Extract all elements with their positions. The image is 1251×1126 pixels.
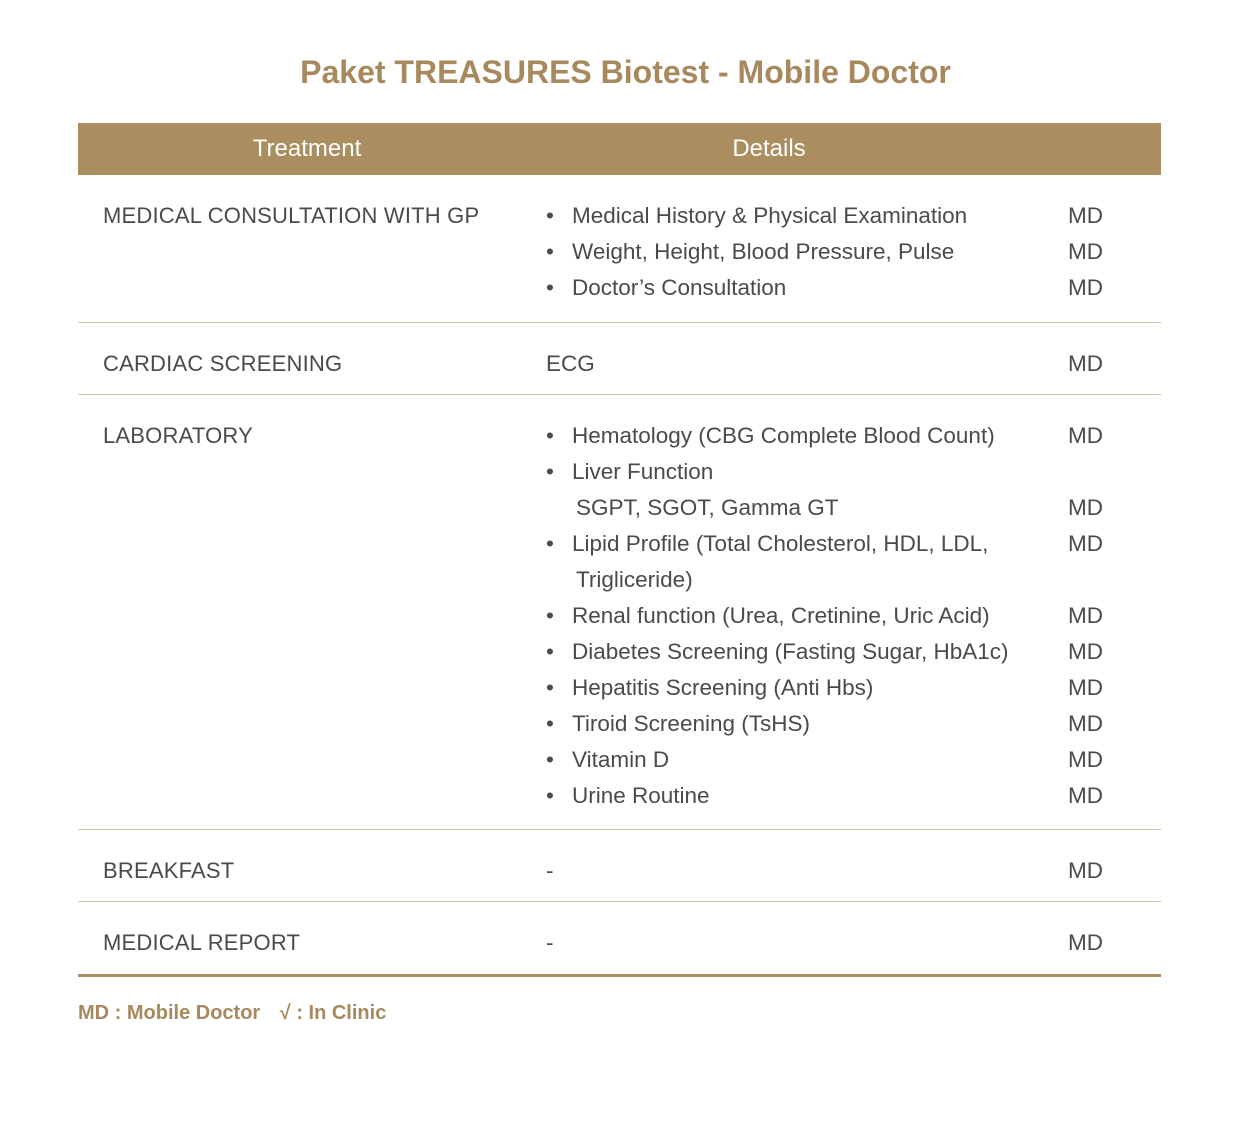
detail-item: [546, 346, 1161, 382]
detail-text: -: [546, 930, 554, 955]
detail-text: ECG: [546, 351, 595, 376]
availability-code: MD: [1068, 495, 1103, 520]
detail-item: [546, 706, 1161, 742]
page-title: Paket TREASURES Biotest - Mobile Doctor: [300, 54, 951, 90]
treatment-name: LABORATORY: [103, 423, 253, 448]
availability-code: MD: [1068, 930, 1103, 955]
bullet: •: [546, 275, 554, 300]
detail-item: [546, 598, 1161, 634]
detail-item: [546, 925, 1161, 961]
table-row: [78, 830, 1161, 902]
treatment-name: BREAKFAST: [103, 858, 235, 883]
details-list: [546, 395, 1161, 814]
availability-code: MD: [1068, 747, 1103, 772]
availability-code: MD: [1068, 675, 1103, 700]
details-list: [546, 323, 1161, 382]
detail-item: [546, 234, 1161, 270]
legend-mobile-doctor: MD : Mobile Doctor: [78, 1002, 261, 1024]
treatment-table: [78, 175, 1161, 977]
detail-text: Weight, Height, Blood Pressure, Pulse: [572, 239, 955, 264]
detail-item: [546, 198, 1161, 234]
detail-text: Hematology (CBG Complete Blood Count): [572, 423, 995, 448]
bullet: •: [546, 239, 554, 264]
bullet: •: [546, 639, 554, 664]
detail-text: Hepatitis Screening (Anti Hbs): [572, 675, 874, 700]
detail-item: [546, 490, 1161, 526]
availability-code: MD: [1068, 203, 1103, 228]
detail-item: [546, 418, 1161, 454]
detail-item: [546, 742, 1161, 778]
availability-code: MD: [1068, 423, 1103, 448]
detail-text: SGPT, SGOT, Gamma GT: [576, 495, 839, 520]
detail-item: [546, 670, 1161, 706]
detail-text: -: [546, 858, 554, 883]
table-row: [78, 902, 1161, 977]
table-header: [78, 123, 1161, 175]
header-treatment: Treatment: [252, 135, 362, 162]
bullet: •: [546, 675, 554, 700]
bullet: •: [546, 747, 554, 772]
legend: [78, 1002, 400, 1025]
table-row: [78, 395, 1161, 830]
availability-code: MD: [1068, 239, 1103, 264]
detail-text: Medical History & Physical Examination: [572, 203, 968, 228]
detail-text: Trigliceride): [576, 567, 693, 592]
bullet: •: [546, 423, 554, 448]
bullet: •: [546, 203, 554, 228]
table-row: [78, 175, 1161, 323]
detail-item: [546, 562, 1161, 598]
detail-text: Renal function (Urea, Cretinine, Uric Acid): [572, 603, 990, 628]
bullet: •: [546, 783, 554, 808]
header-details: Details: [732, 135, 806, 162]
availability-code: MD: [1068, 351, 1103, 376]
treatment-name: MEDICAL REPORT: [103, 930, 301, 955]
availability-code: MD: [1068, 858, 1103, 883]
availability-code: MD: [1068, 603, 1103, 628]
detail-text: Urine Routine: [572, 783, 710, 808]
availability-code: MD: [1068, 275, 1103, 300]
detail-text: Lipid Profile (Total Cholesterol, HDL, LDL,: [572, 531, 989, 556]
availability-code: MD: [1068, 639, 1103, 664]
treatment-name: CARDIAC SCREENING: [103, 351, 343, 376]
bullet: •: [546, 603, 554, 628]
treatment-name: MEDICAL CONSULTATION WITH GP: [103, 203, 480, 228]
bullet: •: [546, 711, 554, 736]
table-row: [78, 323, 1161, 395]
detail-item: [546, 778, 1161, 814]
details-list: [546, 175, 1161, 306]
detail-item: [546, 270, 1161, 306]
detail-item: [546, 454, 1161, 490]
availability-code: MD: [1068, 783, 1103, 808]
detail-item: [546, 526, 1161, 562]
detail-text: Doctor’s Consultation: [572, 275, 787, 300]
legend-in-clinic: √ : In Clinic: [279, 1002, 387, 1024]
bullet: •: [546, 459, 554, 484]
detail-item: [546, 853, 1161, 889]
detail-text: Tiroid Screening (TsHS): [572, 711, 810, 736]
bullet: •: [546, 531, 554, 556]
detail-text: Liver Function: [572, 459, 714, 484]
details-list: [546, 830, 1161, 889]
availability-code: MD: [1068, 531, 1103, 556]
detail-text: Vitamin D: [572, 747, 670, 772]
availability-code: MD: [1068, 711, 1103, 736]
details-list: [546, 902, 1161, 961]
detail-item: [546, 634, 1161, 670]
detail-text: Diabetes Screening (Fasting Sugar, HbA1c): [572, 639, 1009, 664]
